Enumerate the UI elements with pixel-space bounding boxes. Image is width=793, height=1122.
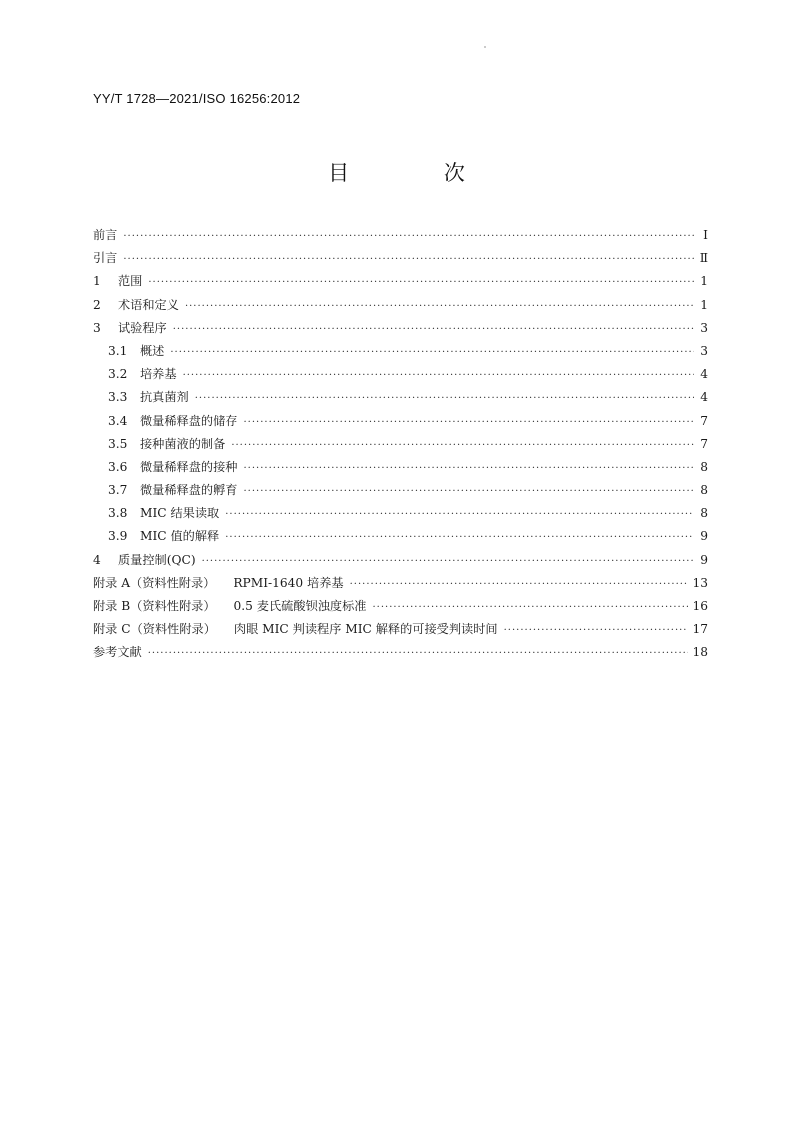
dot-leader bbox=[244, 480, 695, 503]
toc-entry-number: 1 bbox=[93, 274, 101, 289]
dot-leader bbox=[148, 642, 689, 665]
toc-entry-title: 前言 bbox=[93, 228, 118, 242]
toc-entry[interactable] bbox=[93, 340, 708, 363]
toc-entry-page: Ⅱ bbox=[699, 251, 708, 266]
dot-leader bbox=[123, 248, 694, 271]
toc-entry-label bbox=[93, 224, 117, 247]
toc-entry[interactable] bbox=[93, 294, 708, 317]
toc-entry-label bbox=[108, 502, 219, 525]
toc-entry-page: 16 bbox=[692, 599, 708, 613]
toc-entry-page: 17 bbox=[692, 622, 708, 637]
dot-leader bbox=[148, 271, 694, 294]
toc-entry[interactable] bbox=[93, 525, 708, 548]
dot-leader bbox=[195, 387, 694, 410]
toc-entry-title: 0.5 麦氏硫酸钡浊度标准 bbox=[233, 599, 367, 613]
toc-entry-label bbox=[108, 363, 177, 386]
toc-entry-title: 肉眼 MIC 判读程序 MIC 解释的可接受判读时间 bbox=[233, 622, 498, 637]
toc-entry-title: 概述 bbox=[140, 343, 165, 358]
toc-entry-page: 7 bbox=[700, 413, 708, 428]
dot-leader bbox=[170, 341, 694, 364]
toc-entry-number: 3.1 bbox=[108, 343, 128, 358]
toc-entry-page: 7 bbox=[700, 436, 708, 451]
toc-entry-number: 3 bbox=[93, 320, 101, 335]
toc-entry-title: 微量稀释盘的孵育 bbox=[140, 483, 238, 498]
toc-entry[interactable] bbox=[93, 618, 708, 641]
toc-entry-page: 9 bbox=[700, 552, 708, 567]
toc-entry-label bbox=[93, 247, 117, 270]
toc-entry-number: 3.2 bbox=[108, 367, 128, 382]
toc-entry-number: 4 bbox=[93, 552, 101, 567]
toc-entry-page: 4 bbox=[700, 367, 708, 382]
toc-entry-number: 2 bbox=[93, 297, 101, 312]
dot-leader bbox=[183, 364, 694, 387]
toc-entry-label bbox=[108, 433, 225, 456]
toc-entry[interactable] bbox=[93, 595, 708, 618]
toc-entry-title: 微量稀释盘的储存 bbox=[140, 413, 238, 428]
toc-entry[interactable] bbox=[93, 317, 708, 340]
toc-entry-number: 3.4 bbox=[108, 413, 128, 428]
toc-entry-title: 参考文献 bbox=[93, 645, 142, 660]
toc-entry-label bbox=[93, 572, 344, 595]
toc-entry[interactable] bbox=[93, 572, 708, 595]
toc-entry-label bbox=[93, 618, 498, 641]
toc-entry[interactable] bbox=[93, 270, 708, 293]
toc-entry[interactable] bbox=[93, 410, 708, 433]
toc-entry-page: Ⅰ bbox=[703, 228, 708, 242]
dot-leader bbox=[225, 503, 694, 526]
toc-entry-title: 抗真菌剂 bbox=[140, 390, 189, 405]
toc-entry[interactable] bbox=[93, 641, 708, 664]
dot-leader bbox=[504, 619, 689, 642]
dot-leader bbox=[244, 411, 695, 434]
dot-leader bbox=[185, 295, 694, 318]
toc-entry-title: 培养基 bbox=[140, 367, 177, 382]
toc-entry-number: 附录 C（资料性附录） bbox=[93, 622, 216, 637]
toc-entry-page: 18 bbox=[692, 645, 708, 660]
dot-leader bbox=[372, 596, 688, 619]
toc-entry-number: 3.3 bbox=[108, 390, 128, 405]
toc-entry-number: 3.5 bbox=[108, 436, 128, 451]
toc-entry-number: 附录 A（资料性附录） bbox=[93, 575, 216, 590]
toc-entry-number: 3.6 bbox=[108, 459, 128, 474]
toc-entry-title: 术语和定义 bbox=[118, 297, 179, 312]
toc-entry-label bbox=[108, 525, 219, 548]
toc-entry-page: 4 bbox=[700, 390, 708, 405]
toc-entry-title: MIC 值的解释 bbox=[140, 529, 220, 544]
toc-entry-page: 8 bbox=[700, 483, 708, 498]
toc-entry-number: 附录 B（资料性附录） bbox=[93, 599, 216, 613]
dot-leader bbox=[244, 457, 695, 480]
toc-entry[interactable] bbox=[93, 224, 708, 247]
toc-entry-page: 9 bbox=[700, 529, 708, 544]
toc-entry-label bbox=[93, 641, 142, 664]
toc-entry-title: 质量控制(QC) bbox=[118, 552, 196, 567]
toc-entry-label bbox=[108, 386, 189, 409]
standard-identifier: YY/T 1728—2021/ISO 16256:2012 bbox=[93, 91, 301, 106]
toc-entry-title: 试验程序 bbox=[118, 320, 167, 335]
toc-entry-number: 3.7 bbox=[108, 483, 128, 498]
toc-entry[interactable] bbox=[93, 363, 708, 386]
toc-entry[interactable] bbox=[93, 433, 708, 456]
toc-entry-title: 微量稀释盘的接种 bbox=[140, 459, 238, 474]
toc-entry-title: 引言 bbox=[93, 251, 118, 266]
toc-entry-label bbox=[108, 456, 238, 479]
toc-entry-page: 8 bbox=[700, 459, 708, 474]
toc-entry-page: 3 bbox=[700, 320, 708, 335]
toc-entry-page: 1 bbox=[700, 297, 708, 312]
table-of-contents bbox=[93, 224, 708, 665]
toc-entry[interactable] bbox=[93, 247, 708, 270]
toc-entry-label bbox=[93, 294, 179, 317]
toc-entry-page: 13 bbox=[692, 575, 708, 590]
toc-entry-title: 范围 bbox=[118, 274, 143, 289]
toc-entry-label bbox=[108, 479, 238, 502]
dot-leader bbox=[173, 318, 694, 341]
toc-entry-label bbox=[93, 270, 142, 293]
dot-leader bbox=[350, 573, 689, 596]
toc-entry-page: 1 bbox=[700, 274, 708, 289]
toc-entry[interactable] bbox=[93, 502, 708, 525]
toc-entry[interactable] bbox=[93, 549, 708, 572]
page-title: 目 次 bbox=[328, 161, 509, 185]
dot-leader bbox=[202, 550, 694, 573]
toc-entry-title: RPMI-1640 培养基 bbox=[233, 575, 344, 590]
toc-entry-label bbox=[93, 595, 366, 618]
dot-leader bbox=[123, 225, 694, 248]
scan-speck bbox=[484, 46, 486, 48]
toc-entry-page: 3 bbox=[700, 343, 708, 358]
toc-entry[interactable] bbox=[93, 456, 708, 479]
toc-entry-label bbox=[108, 340, 164, 363]
toc-entry-label bbox=[108, 410, 238, 433]
dot-leader bbox=[231, 434, 694, 457]
toc-entry-number: 3.8 bbox=[108, 506, 128, 521]
toc-entry-label bbox=[93, 317, 167, 340]
toc-entry-page: 8 bbox=[700, 506, 708, 521]
toc-entry-label bbox=[93, 549, 196, 572]
toc-entry-title: 接种菌液的制备 bbox=[140, 436, 226, 451]
dot-leader bbox=[225, 526, 694, 549]
toc-entry[interactable] bbox=[93, 479, 708, 502]
toc-entry[interactable] bbox=[93, 386, 708, 409]
toc-entry-title: MIC 结果读取 bbox=[140, 506, 220, 521]
toc-entry-number: 3.9 bbox=[108, 529, 128, 544]
